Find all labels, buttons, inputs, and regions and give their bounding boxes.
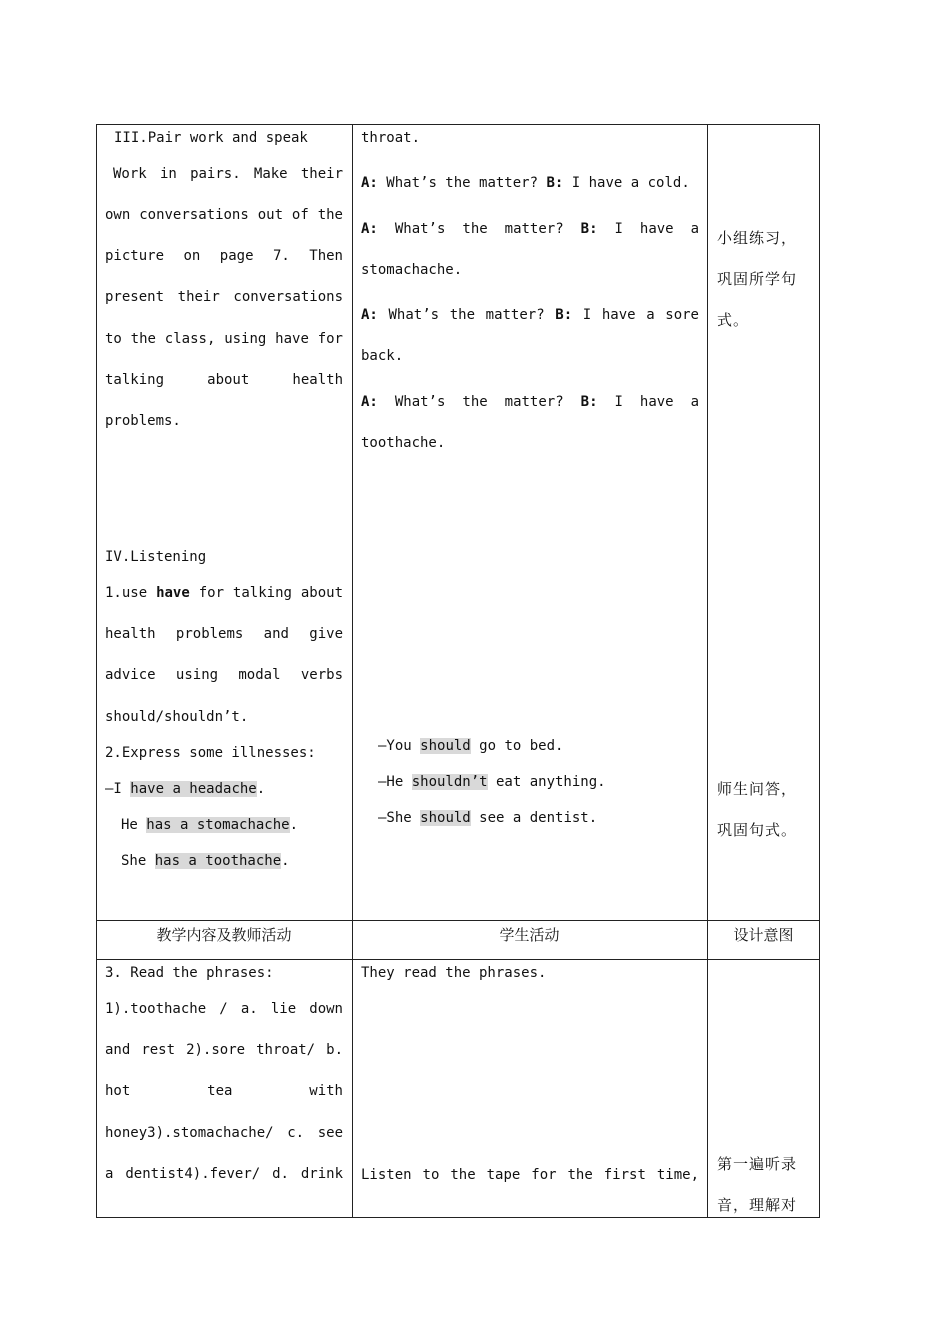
phrases-line: 3. Read the phrases:	[105, 965, 274, 981]
listening-item-1-line: advice using modal verbs	[105, 667, 343, 683]
phrases-line: and rest 2).sore throat/ b.	[105, 1042, 343, 1058]
row-divider	[96, 920, 820, 921]
dialogue-line: A: What’s the matter? B: I have a	[361, 394, 699, 410]
design-note-line: 巩固所学句	[717, 270, 798, 288]
phrases-line: 1).toothache / a. lie down	[105, 1001, 343, 1017]
design-note-line: 师生问答，	[717, 780, 798, 798]
header-design-intent: 设计意图	[733, 926, 794, 944]
advice-line: —She should see a dentist.	[378, 810, 598, 826]
design-note-line: 第一遍听录	[717, 1155, 798, 1173]
advice-line: —You should go to bed.	[378, 738, 564, 754]
section-4-title: IV.Listening	[105, 549, 207, 565]
listening-item-1-line: health problems and give	[105, 626, 343, 642]
header-teacher-activity: 教学内容及教师活动	[156, 926, 292, 944]
phrases-line: a dentist4).fever/ d. drink	[105, 1166, 343, 1182]
listening-item-2: 2.Express some illnesses:	[105, 745, 316, 761]
section-3-text-line: present their conversations	[105, 289, 343, 305]
student-activity-line: Listen to the tape for the first time,	[361, 1167, 699, 1183]
dialogue-line: back.	[361, 348, 404, 364]
column-divider	[352, 124, 353, 1218]
dialogue-line: A: What’s the matter? B: I have a	[361, 221, 699, 237]
design-note-line: 小组练习，	[717, 229, 798, 247]
dialogue-line: throat.	[361, 130, 421, 146]
phrases-line: hot tea with	[105, 1083, 343, 1099]
dialogue-line: A: What’s the matter? B: I have a cold.	[361, 175, 690, 191]
section-3-text-line: picture on page 7. Then	[105, 248, 343, 264]
illness-example: —I have a headache.	[105, 781, 266, 797]
student-activity-line: They read the phrases.	[361, 965, 547, 981]
header-student-activity: 学生活动	[499, 926, 560, 944]
dialogue-line: stomachache.	[361, 262, 463, 278]
column-divider	[707, 124, 708, 1218]
design-note-line: 音，理解对	[717, 1196, 798, 1214]
illness-example: She has a toothache.	[121, 853, 290, 869]
listening-item-1-line: should/shouldn’t.	[105, 709, 249, 725]
phrases-line: honey3).stomachache/ c. see	[105, 1125, 343, 1141]
design-note-line: 式。	[717, 311, 750, 329]
advice-line: —He shouldn’t eat anything.	[378, 774, 606, 790]
design-note-line: 巩固句式。	[717, 821, 798, 839]
section-3-text-line: Work in pairs. Make their	[113, 166, 343, 182]
listening-item-1: 1.use have for talking about	[105, 585, 343, 601]
illness-example: He has a stomachache.	[121, 817, 299, 833]
dialogue-line: A: What’s the matter? B: I have a sore	[361, 307, 699, 323]
row-divider	[96, 959, 820, 960]
section-3-text-line: own conversations out of the	[105, 207, 343, 223]
section-3-title: III.Pair work and speak	[114, 130, 308, 146]
section-3-text-line: to the class, using have for	[105, 331, 343, 347]
dialogue-line: toothache.	[361, 435, 446, 451]
section-3-text-line: problems.	[105, 413, 181, 429]
section-3-text-line: talking about health	[105, 372, 343, 388]
